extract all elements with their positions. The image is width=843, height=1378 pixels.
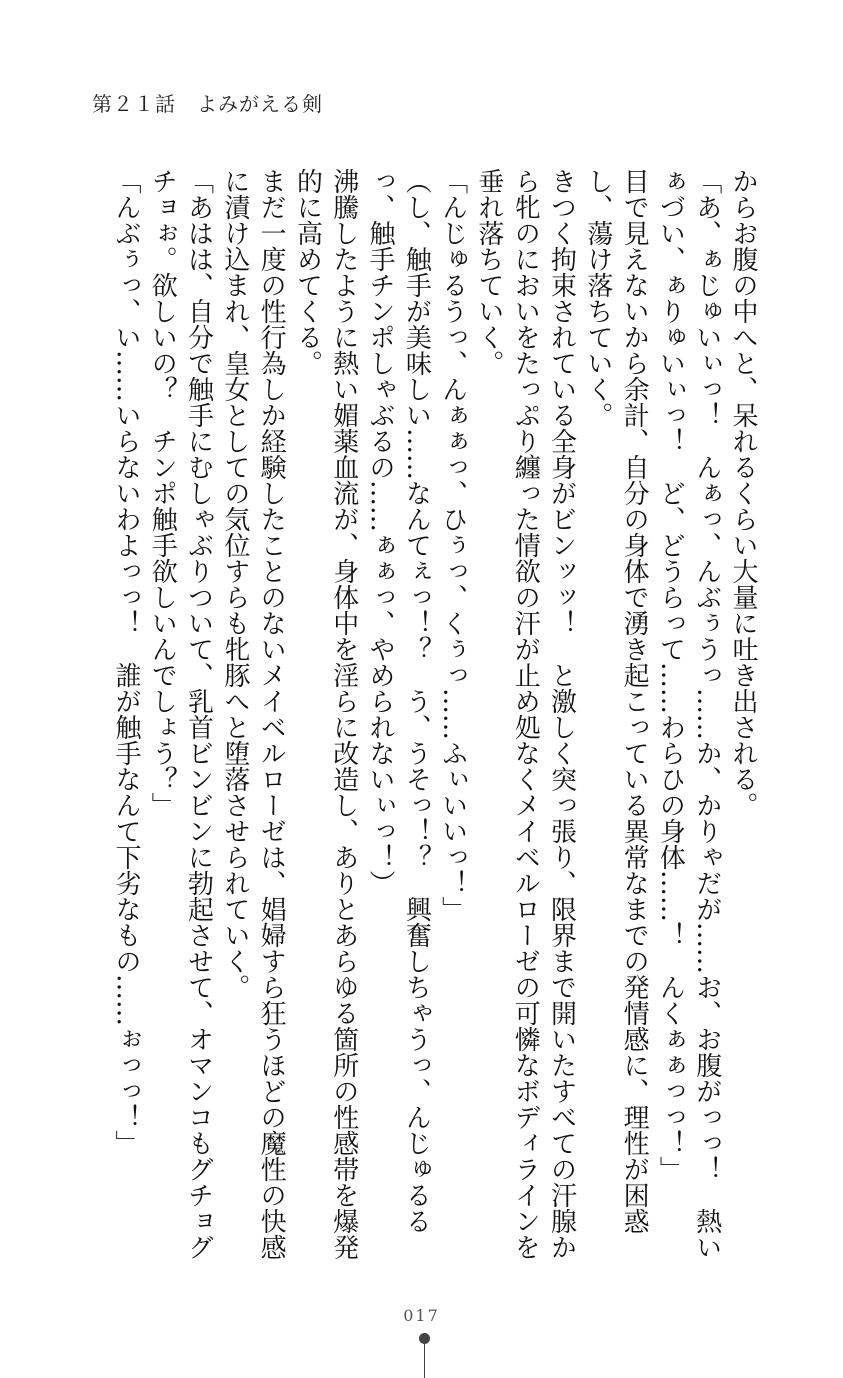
paragraph: 目で見えないから余計、自分の身体で湧き起こっている異常なまでの発情感に、理性が困惑し、蕩け落ちていく。 [582, 168, 650, 1234]
paragraph: 「んぶぅっ、い……いらないわよっっ！ 誰が触手なんて下劣なもの……ぉっっ！」 [110, 168, 141, 1156]
paragraph: 「あはは、自分で触手にむしゃぶりついて、乳首ビンビンに勃起させて、オマンコもグチョグチョぉ。欲しいの？ チンポ触手欲しいんでしょう？」 [147, 168, 214, 1260]
paragraph: まだ一度の性行為しか経験したことのないメイベルローゼは、娼婦すら狂うほどの魔性の快感に漬け込まれ、皇女としての気位すらも牝豚へと堕落させられていく。 [219, 168, 287, 1260]
body-text [71, 168, 761, 1278]
footer-line-ornament [424, 1344, 425, 1378]
paragraph: 「あ、ぁじゅいぃっ！ んぁっ、んぶぅうっ……か、かりゃだが……お、お腹がっっ！ 熱いぁづい、ぁりゅいぃっ！ ど、どうらって……わらひの身体……！ んくぁぁっっ！」 [655, 168, 722, 1260]
paragraph: 「んじゅるうっ、んぁぁっ、ひぅっ、くぅっ……ふぃいいっ！」 [437, 168, 468, 922]
paragraph: 沸騰したように熱い媚薬血流が、身体中を淫らに改造し、ありとあらゆる箇所の性感帯を爆発的に高めてくる。 [292, 168, 359, 1260]
paragraph: からお腹の中へと、呆れるくらい大量に吐き出される。 [728, 168, 758, 818]
page-number: 017 [403, 1306, 440, 1325]
paragraph: きつく拘束されている全身がビンッッ！ と激しく突っ張り、限界まで開いたすべての汗腺から牝のにおいをたっぷり纏った情欲の汗が止め処なくメイベルローゼの可憐なボディラインを垂れ落ちていく。 [473, 168, 577, 1260]
footer-dot-ornament [419, 1333, 430, 1344]
page-footer [0, 1306, 843, 1378]
paragraph: （し、触手が美味しい……なんてぇっ！？ う、うそっ！？ 興奮しちゃうっ、んじゅるるっ、触手チンポしゃぶるの……ぁぁっ、やめられないぃっ！） [365, 168, 432, 1234]
chapter-title: 第２１話 よみがえる剣 [92, 92, 323, 116]
